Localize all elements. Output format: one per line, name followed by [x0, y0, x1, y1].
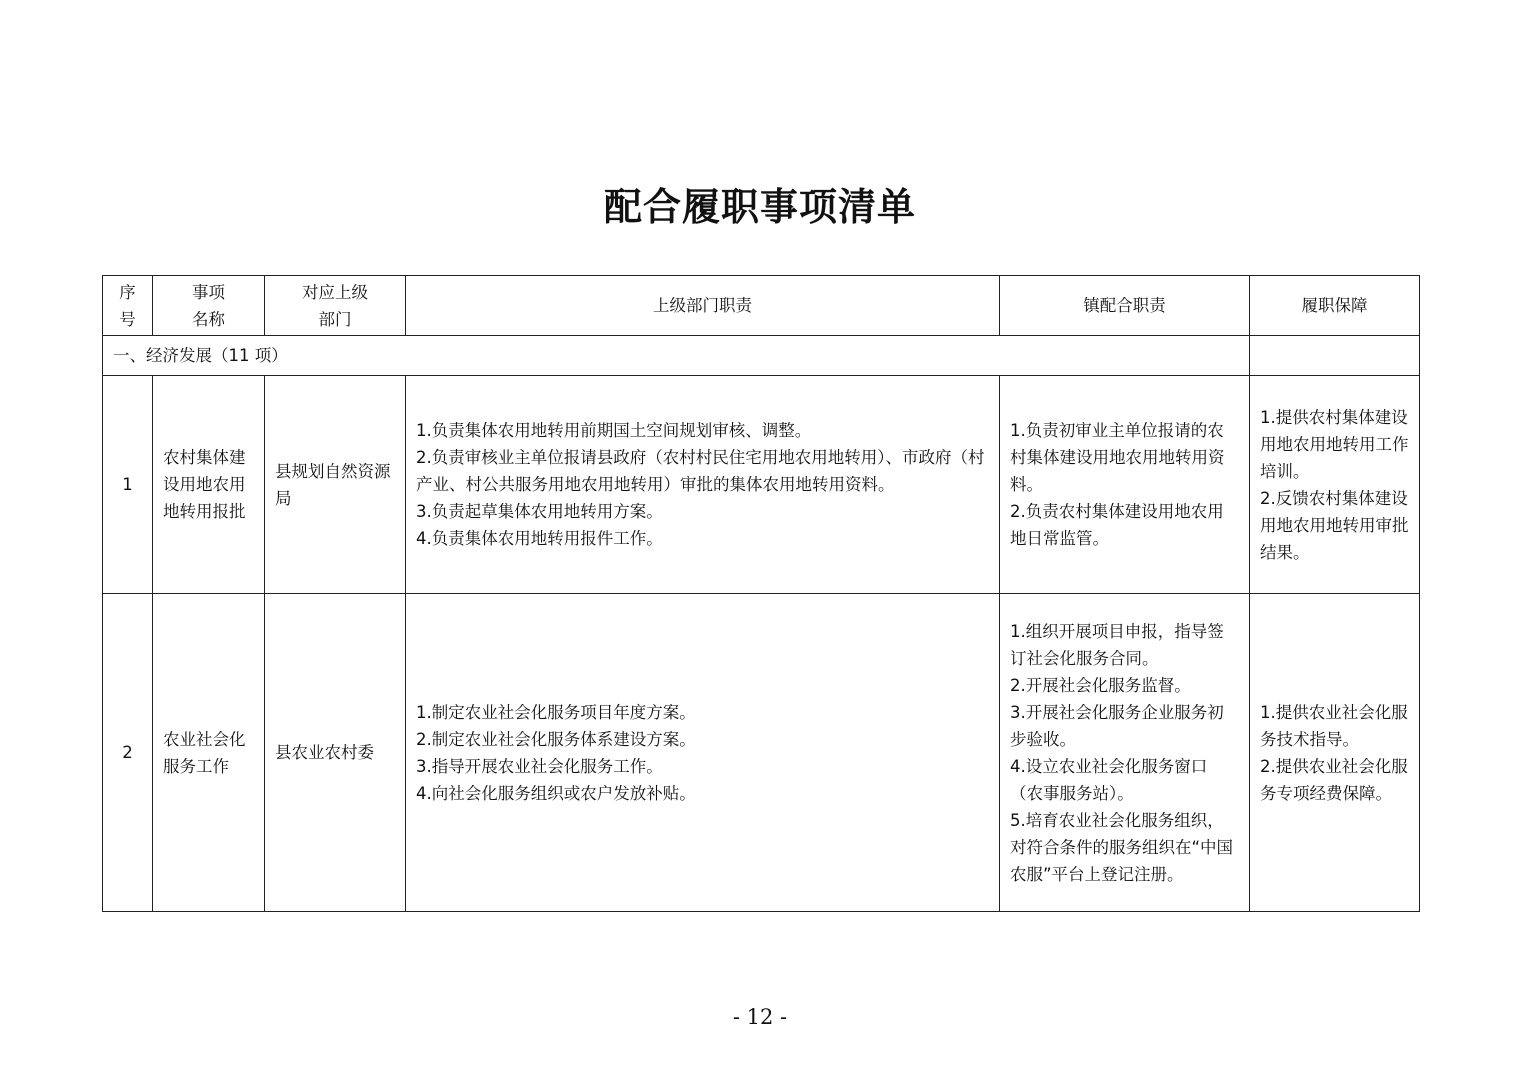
table-row [103, 376, 1420, 594]
row-dept: 县规划自然资源局 [265, 376, 406, 594]
section-title: 一、经济发展（11 项） [103, 336, 1250, 376]
page-number: - 12 - [732, 1005, 788, 1029]
list-item: 1.提供农业社会化服务技术指导。 [1260, 702, 1408, 749]
row-item-name: 农业社会化服务工作 [153, 594, 265, 912]
list-item: 1.负责集体农用地转用前期国土空间规划审核、调整。 [416, 421, 812, 440]
list-item: 3.指导开展农业社会化服务工作。 [416, 756, 663, 776]
list-item: 2.负责审核业主单位报请县政府（农村村民住宅用地农用地转用）、市政府（村产业、村公共服务用地农用地转用）审批的集体农用地转用资料。 [416, 448, 985, 494]
list-item: 3.负责起草集体农用地转用方案。 [416, 502, 663, 521]
section-empty-cell [1250, 336, 1420, 376]
header-dept: 对应上级 部门 [265, 276, 406, 336]
header-upper-duty: 上级部门职责 [406, 276, 1000, 336]
list-item: 2.开展社会化服务监督。 [1010, 675, 1191, 695]
header-town-duty: 镇配合职责 [1000, 276, 1250, 336]
row-town-duties [1000, 594, 1250, 912]
list-item: 2.反馈农村集体建设用地农用地转用审批结果。 [1260, 488, 1409, 562]
row-town-duties [1000, 376, 1250, 594]
list-item: 4.设立农业社会化服务窗口（农事服务站）。 [1010, 756, 1208, 803]
table-row [103, 594, 1420, 912]
header-no: 序 号 [103, 276, 153, 336]
list-item: 2.负责农村集体建设用地农用地日常监管。 [1010, 502, 1224, 548]
row-item-name: 农村集体建设用地农用地转用报批 [153, 376, 265, 594]
header-guarantee: 履职保障 [1250, 276, 1420, 336]
list-item: 1.制定农业社会化服务项目年度方案。 [416, 702, 696, 722]
row-dept: 县农业农村委 [265, 594, 406, 912]
row-guarantees [1250, 376, 1420, 594]
duty-list-table [102, 275, 1420, 912]
list-item: 3.开展社会化服务企业服务初步验收。 [1010, 702, 1224, 749]
header-name: 事项 名称 [153, 276, 265, 336]
list-item: 4.向社会化服务组织或农户发放补贴。 [416, 783, 696, 803]
row-no: 2 [103, 594, 153, 912]
list-item: 1.组织开展项目申报，指导签订社会化服务合同。 [1010, 621, 1224, 668]
row-no: 1 [103, 376, 153, 594]
list-item: 1.提供农村集体建设用地农用地转用工作培训。 [1260, 407, 1409, 481]
list-item: 1.负责初审业主单位报请的农村集体建设用地农用地转用资料。 [1010, 421, 1225, 494]
list-item: 5.培育农业社会化服务组织，对符合条件的服务组织在“中国农服”平台上登记注册。 [1010, 810, 1234, 884]
table-header-row [103, 276, 1420, 336]
row-upper-duties [406, 376, 1000, 594]
list-item: 2.提供农业社会化服务专项经费保障。 [1260, 756, 1408, 803]
document-title: 配合履职事项清单 [603, 184, 916, 229]
list-item: 4.负责集体农用地转用报件工作。 [416, 529, 663, 548]
row-guarantees [1250, 594, 1420, 912]
list-item: 2.制定农业社会化服务体系建设方案。 [416, 729, 696, 749]
section-row [103, 336, 1420, 376]
row-upper-duties [406, 594, 1000, 912]
